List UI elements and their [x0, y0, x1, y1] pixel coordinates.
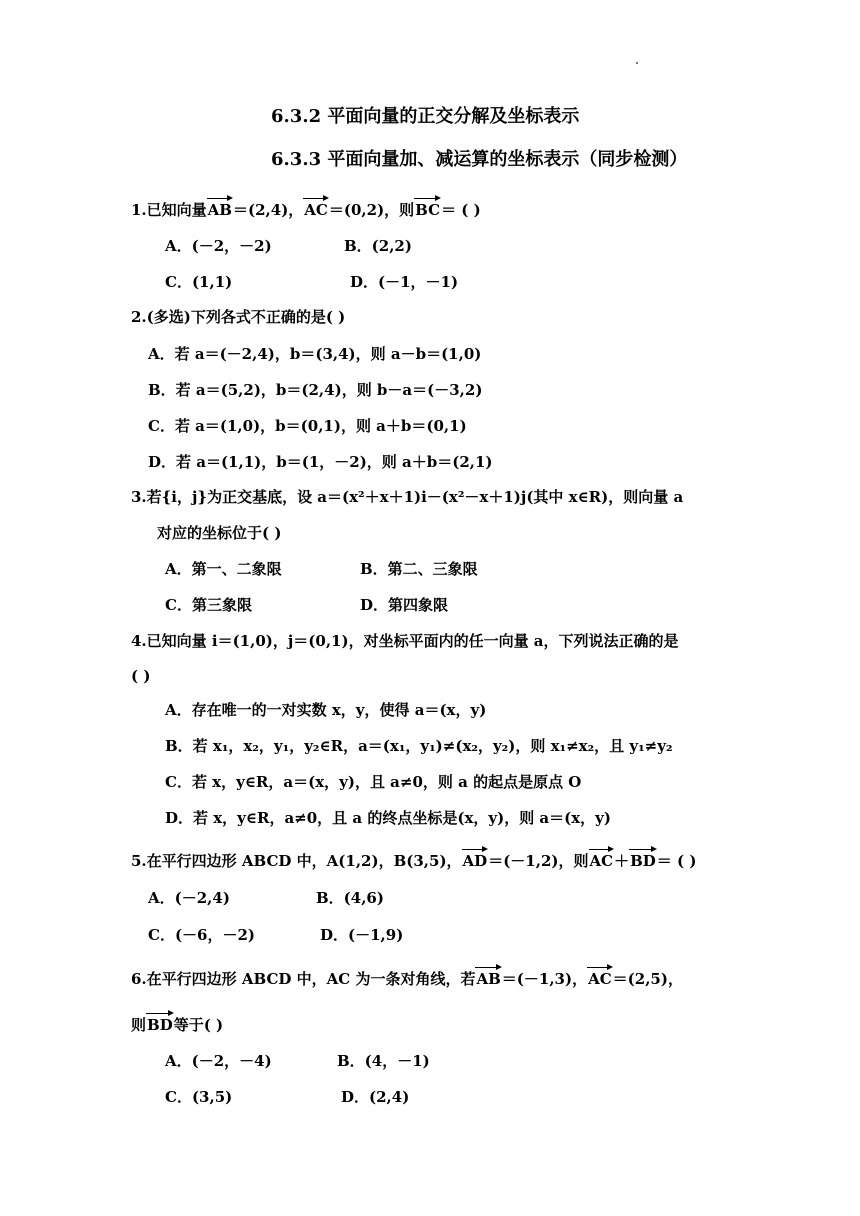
q4-option-a: A．存在唯一的一对实数 x，y，使得 a＝(x，y)	[165, 701, 487, 719]
q3-option-b: B．第二、三象限	[360, 560, 478, 578]
q5-text: ＝(－1,2)，则	[488, 852, 589, 870]
q2-stem: 2.(多选)下列各式不正确的是( )	[131, 308, 346, 326]
q3-option-d: D．第四象限	[360, 596, 449, 614]
vector-bd: BD	[630, 852, 656, 870]
q5-text: ＋	[614, 852, 630, 870]
q2-option-c: C．若 a＝(1,0)，b＝(0,1)，则 a＋b＝(0,1)	[148, 417, 467, 435]
q6-option-d: D．(2,4)	[341, 1088, 410, 1106]
q6-text: 6.在平行四边形 ABCD 中，AC 为一条对角线，若	[131, 970, 476, 988]
q2-option-b: B．若 a＝(5,2)，b＝(2,4)，则 b－a＝(－3,2)	[148, 381, 483, 399]
q4-option-b: B．若 x₁，x₂，y₁，y₂∈R，a＝(x₁，y₁)≠(x₂，y₂)，则 x₁≠x₂，且 y₁≠y₂	[165, 737, 673, 755]
q3-option-c: C．第三象限	[165, 596, 252, 614]
vector-bc: BC	[415, 201, 441, 219]
q3-option-a: A．第一、二象限	[165, 560, 282, 578]
vector-bd: BD	[147, 1016, 173, 1034]
q2-option-d: D．若 a＝(1,1)，b＝(1，－2)，则 a＋b＝(2,1)	[148, 453, 493, 471]
q3-stem-line-1: 3.若{i，j}为正交基底，设 a＝(x²＋x＋1)i－(x²－x＋1)j(其中 x∈R)，则向量 a	[131, 488, 684, 506]
q5-option-b: B．(4,6)	[316, 889, 384, 907]
q6-stem-line-1	[131, 969, 683, 989]
q4-stem-line-2: ( )	[131, 667, 151, 685]
q6-option-a: A．(－2，－4)	[165, 1052, 272, 1070]
q2-option-a: A．若 a＝(－2,4)，b＝(3,4)，则 a－b＝(1,0)	[148, 345, 482, 363]
q6-stem-line-2	[131, 1015, 223, 1035]
title-line-1: 6.3.2 平面向量的正交分解及坐标表示	[271, 106, 580, 127]
q5-option-a: A．(－2,4)	[148, 889, 230, 907]
vector-ac: AC	[589, 852, 614, 870]
q1-text: ＝ ( )	[441, 201, 481, 219]
q6-text: ＝(－1,3)，	[501, 970, 588, 988]
vector-ab: AB	[476, 970, 501, 988]
q1-option-a: A．(－2，－2)	[165, 237, 272, 255]
q5-option-d: D．(－1,9)	[320, 926, 404, 944]
q6-text: 则	[131, 1016, 147, 1034]
q1-option-d: D．(－1，－1)	[350, 273, 459, 291]
q4-option-c: C．若 x，y∈R，a＝(x，y)，且 a≠0，则 a 的起点是原点 O	[165, 773, 582, 791]
q1-stem	[131, 200, 481, 220]
q1-text: ＝(2,4)，	[233, 201, 304, 219]
q5-stem	[131, 851, 696, 871]
q5-text: ＝ ( )	[656, 852, 697, 870]
q6-option-c: C．(3,5)	[165, 1088, 233, 1106]
q4-stem-line-1: 4.已知向量 i＝(1,0)，j＝(0,1)，对坐标平面内的任一向量 a，下列说法正确的是	[131, 632, 679, 650]
q6-option-b: B．(4，－1)	[337, 1052, 430, 1070]
q3-stem-line-2: 对应的坐标位于( )	[157, 524, 282, 542]
vector-ac: AC	[588, 970, 612, 988]
vector-ab: AB	[207, 201, 232, 219]
q4-option-d: D．若 x，y∈R，a≠0，且 a 的终点坐标是(x，y)，则 a＝(x，y)	[165, 809, 611, 827]
q1-option-c: C．(1,1)	[165, 273, 233, 291]
vector-ac: AC	[304, 201, 328, 219]
title-line-2: 6.3.3 平面向量加、减运算的坐标表示（同步检测）	[271, 149, 688, 170]
q5-text: 5.在平行四边形 ABCD 中，A(1,2)，B(3,5)，	[131, 852, 462, 870]
q1-text: ＝(0,2)，则	[328, 201, 415, 219]
q1-text: 1.已知向量	[131, 201, 207, 219]
q5-option-c: C．(－6，－2)	[148, 926, 256, 944]
corner-mark	[636, 62, 638, 64]
q1-option-b: B．(2,2)	[344, 237, 412, 255]
vector-ad: AD	[462, 852, 488, 870]
q6-text: ＝(2,5)，	[612, 970, 683, 988]
q6-text: 等于( )	[173, 1016, 224, 1034]
